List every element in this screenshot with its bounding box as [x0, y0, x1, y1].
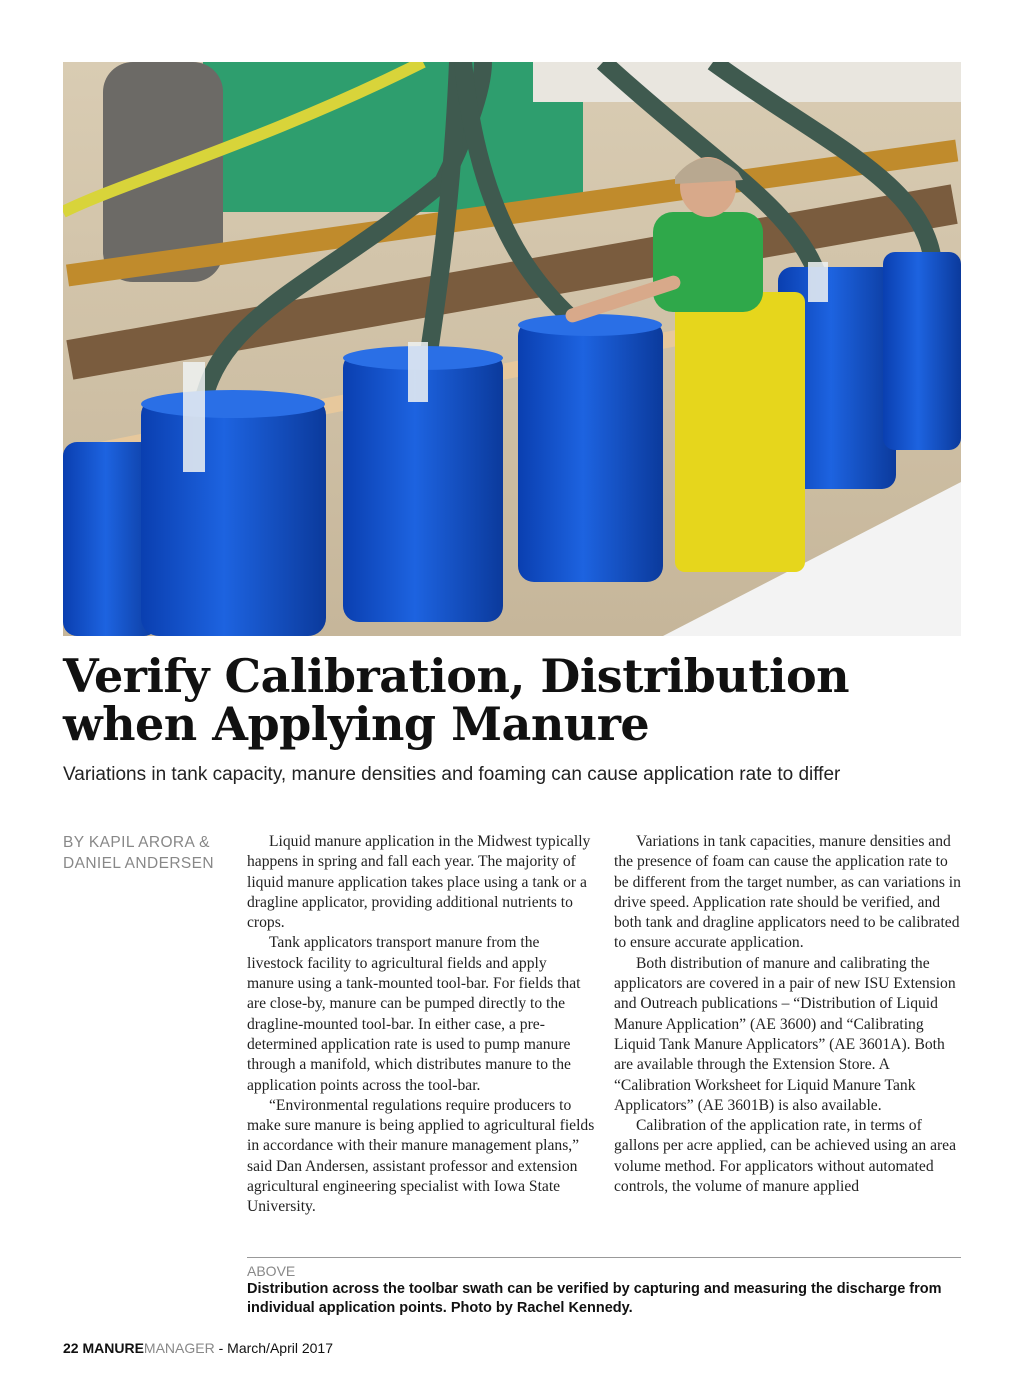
body-column-1 — [247, 832, 595, 1218]
page-number: 22 — [63, 1340, 79, 1356]
article-title-line-2: when Applying Manure — [63, 697, 650, 751]
paragraph: “Environmental regulations require producers to make sure manure is being applied to agricultural fields in accordance with their manure management plans,” said Dan Andersen, assistant professor and extension agricultural engineering specialist with Iowa State University. — [247, 1096, 595, 1216]
article-subtitle: Variations in tank capacity, manure densities and foaming can cause application rate to differ — [63, 764, 841, 785]
paragraph: Calibration of the application rate, in terms of gallons per acre applied, can be achieved using an area volume method. For applicators without automated controls, the volume of manure applied — [614, 1117, 957, 1196]
photo-caption: Distribution across the toolbar swath can be verified by capturing and measuring the discharge from individual application points. Photo by Rachel Kennedy. — [247, 1281, 942, 1316]
brand-bold: MANURE — [82, 1340, 144, 1356]
paragraph: Liquid manure application in the Midwest typically happens in spring and fall each year. The majority of liquid manure application takes place using a tank or a dragline applicator, providing additional nutrients to crops. — [247, 833, 591, 932]
byline-line-1: BY KAPIL ARORA & — [63, 834, 210, 851]
caption-label: ABOVE — [247, 1263, 296, 1279]
body-column-2 — [614, 832, 962, 1197]
byline-line-2: DANIEL ANDERSEN — [63, 855, 214, 872]
issue-date: - March/April 2017 — [218, 1340, 333, 1356]
hero-photo — [63, 62, 961, 636]
paragraph: Both distribution of manure and calibrating the applicators are covered in a pair of new ISU Extension and Outreach publications – “Distribution of Liquid Manure Application” (AE 3600) and “Calibrating Liquid Tank Manure Applicators” (AE 3601A). Both are available through the Extension Store. A “Calibration Worksheet for Liquid Manure Tank Applicators” (AE 3601B) is also available. — [614, 954, 956, 1114]
article-title-line-1: Verify Calibration, Distribution — [63, 649, 850, 703]
article-title — [63, 649, 963, 751]
page-footer — [63, 1339, 333, 1357]
paragraph: Tank applicators transport manure from the livestock facility to agricultural fields and apply manure using a tank-mounted tool-bar. For fields that are close-by, manure can be pumped directly to the dragline-mounted tool-bar. In either case, a pre-determined application rate is used to pump manure through a manifold, which distributes manure to the application points across the tool-bar. — [247, 934, 581, 1094]
paragraph: Variations in tank capacities, manure densities and the presence of foam can cause the application rate to be different from the target number, as can variations in drive speed. Application rate should be verified, and both tank and dragline applicators need to be calibrated to ensure accurate application. — [614, 833, 961, 952]
byline — [63, 832, 238, 874]
brand-light: MANAGER — [143, 1340, 215, 1356]
caption-divider — [247, 1257, 961, 1258]
